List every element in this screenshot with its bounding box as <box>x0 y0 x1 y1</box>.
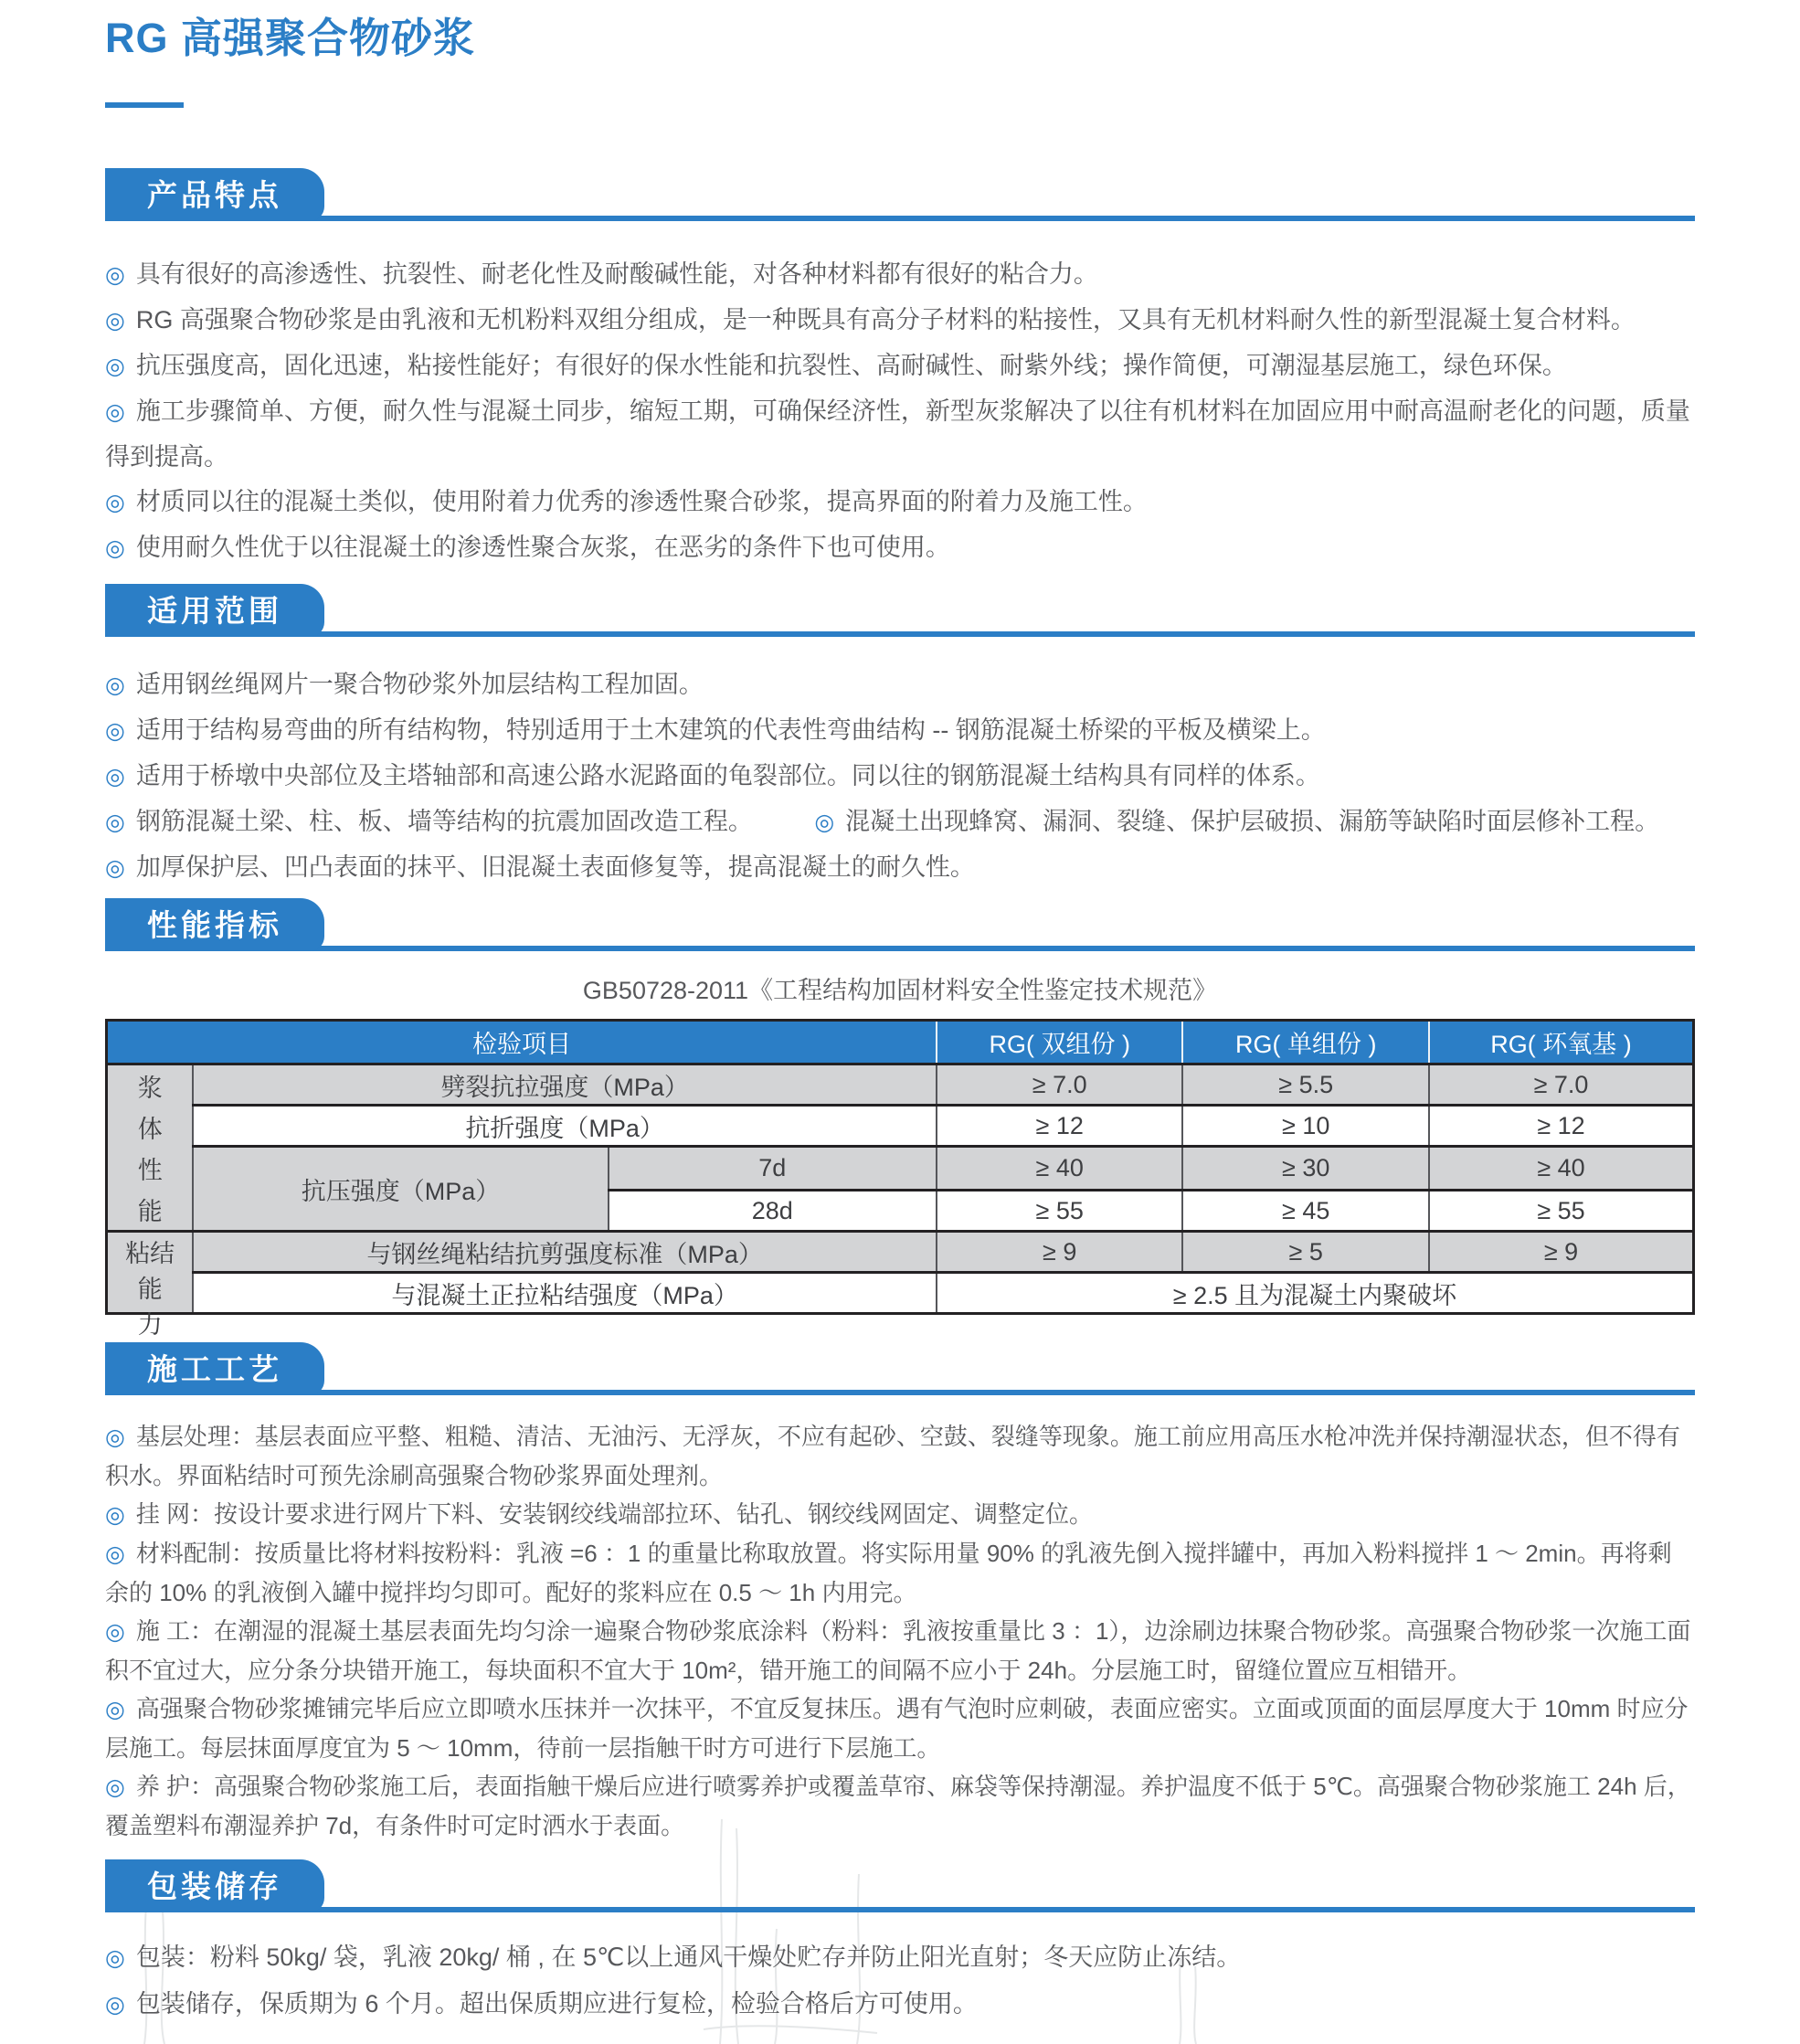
section-tab-scope <box>105 584 324 637</box>
section-header-features <box>105 168 1695 221</box>
bullet-icon: ◎ <box>105 1424 125 1450</box>
section-header-performance <box>105 898 1695 951</box>
vertical-label <box>115 1234 185 1339</box>
bullet-icon: ◎ <box>105 490 125 515</box>
section-tab-packaging <box>105 1859 324 1912</box>
section-title: 适用范围 <box>147 593 282 628</box>
cell-value: ≥ 12 <box>1429 1106 1694 1147</box>
row-label: 与混凝土正拉粘结强度（MPa） <box>193 1273 937 1314</box>
feature-text: 施工步骤简单、方便，耐久性与混凝土同步，缩短工期，可确保经济性，新型灰浆解决了以往有机材料在加固应用中耐高温耐老化的问题，质量得到提高。 <box>105 397 1690 471</box>
list-item <box>105 1934 1695 1981</box>
bullet-icon: ◎ <box>105 1992 125 2018</box>
process-text: 养 护：高强聚合物砂浆施工后，表面指触干燥后应进行喷雾养护或覆盖草帘、麻袋等保持潮湿。养护温度不低于 5℃。高强聚合物砂浆施工 24h 后，覆盖塑料布潮湿养护 7d，有条件时可定时洒水于表面。 <box>105 1773 1691 1839</box>
process-item <box>105 1689 1695 1767</box>
section-rule <box>105 1907 1695 1912</box>
feature-text: 材质同以往的混凝土类似，使用附着力优秀的渗透性聚合砂浆，提高界面的附着力及施工性。 <box>135 488 1148 515</box>
title-underline <box>105 102 184 108</box>
bullet-icon: ◎ <box>814 810 835 835</box>
section-title: 性能指标 <box>147 907 282 942</box>
scope-text: 加厚保护层、凹凸表面的抹平、旧混凝土表面修复等，提高混凝土的耐久性。 <box>135 853 975 881</box>
row-label: 劈裂抗拉强度（MPa） <box>193 1064 937 1106</box>
bullet-icon: ◎ <box>105 810 125 835</box>
process-item <box>105 1495 1695 1534</box>
process-text: 材料配制：按质量比将材料按粉料：乳液 =6 ：1 的重量比称取放置。将实际用量 90% 的乳液先倒入搅拌罐中，再加入粉料搅拌 1 ～ 2min。再将剩余的 10% 的乳液倒入罐中搅拌均匀即可。配好的浆料应在 0.5 ～ 1h 内用完。 <box>105 1540 1672 1606</box>
group-char: 体 <box>137 1116 163 1143</box>
bullet-icon: ◎ <box>105 308 125 334</box>
sub-label-7d: 7d <box>609 1147 937 1191</box>
section-header-scope <box>105 584 1695 637</box>
table-row <box>107 1106 1694 1147</box>
table-caption: GB50728-2011《工程结构加固材料安全性鉴定技术规范》 <box>582 977 1218 1004</box>
bullet-icon: ◎ <box>105 354 125 379</box>
list-item <box>105 252 1695 298</box>
scope-text: 适用钢丝绳网片一聚合物砂浆外加层结构工程加固。 <box>135 671 704 698</box>
table-row <box>107 1273 1694 1314</box>
group-cell-bond <box>107 1232 194 1339</box>
col-header-item: 检验项目 <box>107 1021 937 1064</box>
section-title: 产品特点 <box>147 177 282 212</box>
page-title: RG 高强聚合物砂浆 <box>105 15 476 61</box>
row-label-compressive: 抗压强度（MPa） <box>193 1147 608 1232</box>
cell-value: ≥ 40 <box>937 1147 1183 1191</box>
section-tab-performance <box>105 898 324 951</box>
packaging-text: 包装储存，保质期为 6 个月。超出保质期应进行复检，检验合格后方可使用。 <box>135 1990 978 2018</box>
bullet-icon: ◎ <box>105 1619 125 1645</box>
bullet-icon: ◎ <box>105 673 125 698</box>
process-list <box>105 1417 1695 1845</box>
section-rule <box>105 216 1695 221</box>
performance-table <box>105 1019 1695 1339</box>
scope-list <box>105 662 1695 891</box>
scope-text: 混凝土出现蜂窝、漏洞、裂缝、保护层破损、漏筋等缺陷时面层修补工程。 <box>845 808 1660 835</box>
col-header-rg1: RG( 单组份 ) <box>1182 1021 1429 1064</box>
process-text: 高强聚合物砂浆摊铺完毕后应立即喷水压抹并一次抹平，不宜反复抹压。遇有气泡时应刺破，表面应密实。立面或顶面的面层厚度大于 10mm 时应分层施工。每层抹面厚度宜为 5 ～ 10mm，待前一层指触干时方可进行下层施工。 <box>105 1695 1689 1762</box>
cell-value: ≥ 9 <box>1429 1232 1694 1273</box>
group-char: 浆 <box>137 1075 163 1102</box>
process-item <box>105 1612 1695 1689</box>
group-char: 能 <box>137 1198 163 1225</box>
cell-value-merged: ≥ 2.5 且为混凝土内聚破坏 <box>937 1273 1694 1314</box>
section-header-packaging <box>105 1859 1695 1912</box>
list-item <box>105 708 1695 754</box>
section-title: 包装储存 <box>147 1869 282 1903</box>
section-header-process <box>105 1342 1695 1395</box>
cell-value: ≥ 12 <box>937 1106 1183 1147</box>
section-rule <box>105 1390 1695 1395</box>
list-item <box>105 662 1695 708</box>
feature-text: 使用耐久性优于以往混凝土的渗透性聚合灰浆，在恶劣的条件下也可使用。 <box>135 534 950 561</box>
vertical-label <box>115 1065 185 1230</box>
scope-text: 适用于桥墩中央部位及主塔轴部和高速公路水泥路面的龟裂部位。同以往的钢筋混凝土结构具有同样的体系。 <box>135 762 1320 789</box>
list-item <box>105 845 1695 891</box>
bullet-icon: ◎ <box>105 1697 125 1722</box>
list-item <box>105 525 1695 571</box>
cell-value: ≥ 30 <box>1182 1147 1429 1191</box>
cell-value: ≥ 5.5 <box>1182 1064 1429 1106</box>
bullet-icon: ◎ <box>105 1502 125 1528</box>
cell-value: ≥ 45 <box>1182 1191 1429 1232</box>
bullet-icon: ◎ <box>105 718 125 744</box>
row-label: 与钢丝绳粘结抗剪强度标准（MPa） <box>193 1232 937 1273</box>
scope-text: 适用于结构易弯曲的所有结构物，特别适用于土木建筑的代表性弯曲结构 -- 钢筋混凝土桥梁的平板及横梁上。 <box>135 716 1326 744</box>
feature-text: RG 高强聚合物砂浆是由乳液和无机粉料双组分组成，是一种既具有高分子材料的粘接性，又具有无机材料耐久性的新型混凝土复合材料。 <box>135 306 1636 334</box>
cell-value: ≥ 7.0 <box>937 1064 1183 1106</box>
row-label: 抗折强度（MPa） <box>193 1106 937 1147</box>
group-char: 粘结能 <box>125 1239 175 1303</box>
group-char: 力 <box>137 1310 163 1339</box>
cell-value: ≥ 5 <box>1182 1232 1429 1273</box>
list-item <box>105 754 1695 800</box>
process-text: 基层处理：基层表面应平整、粗糙、清洁、无油污、无浮灰，不应有起砂、空鼓、裂缝等现象。施工前应用高压水枪冲洗并保持潮湿状态，但不得有积水。界面粘结时可预先涂刷高强聚合物砂浆界面处理剂。 <box>105 1423 1680 1489</box>
table-row <box>107 1232 1694 1273</box>
list-item <box>105 298 1695 344</box>
bullet-icon: ◎ <box>105 1774 125 1800</box>
col-header-rg2: RG( 双组份 ) <box>937 1021 1183 1064</box>
bullet-icon: ◎ <box>105 1541 125 1567</box>
group-cell-slurry <box>107 1064 194 1232</box>
list-item <box>105 389 1695 480</box>
pair-first <box>105 808 753 835</box>
cell-value: ≥ 10 <box>1182 1106 1429 1147</box>
feature-text: 具有很好的高渗透性、抗裂性、耐老化性及耐酸碱性能，对各种材料都有很好的粘合力。 <box>135 260 1098 288</box>
packaging-text: 包装：粉料 50kg/ 袋，乳液 20kg/ 桶 , 在 5℃以上通风干燥处贮存并防止阳光直射；冬天应防止冻结。 <box>135 1943 1242 1971</box>
datasheet-page <box>0 15 1800 2044</box>
table-row <box>107 1064 1694 1106</box>
section-title: 施工工艺 <box>147 1351 282 1386</box>
bullet-icon: ◎ <box>105 262 125 288</box>
process-item <box>105 1767 1695 1845</box>
packaging-list <box>105 1934 1695 2028</box>
scope-text: 钢筋混凝土梁、柱、板、墙等结构的抗震加固改造工程。 <box>135 808 753 835</box>
page-content <box>0 15 1800 2028</box>
list-item-pair <box>105 800 1695 845</box>
section-rule <box>105 631 1695 637</box>
cell-value: ≥ 55 <box>937 1191 1183 1232</box>
bullet-icon: ◎ <box>105 535 125 561</box>
cell-value: ≥ 40 <box>1429 1147 1694 1191</box>
bullet-icon: ◎ <box>105 764 125 789</box>
process-item <box>105 1417 1695 1495</box>
process-text: 挂 网：按设计要求进行网片下料、安装钢绞线端部拉环、钻孔、钢绞线网固定、调整定位。 <box>135 1500 1094 1528</box>
feature-text: 抗压强度高，固化迅速，粘接性能好；有很好的保水性能和抗裂性、高耐碱性、耐紫外线；操作简便，可潮湿基层施工，绿色环保。 <box>135 352 1567 379</box>
section-tab-features <box>105 168 324 221</box>
section-rule <box>105 946 1695 951</box>
table-header-row <box>107 1021 1694 1064</box>
cell-value: ≥ 55 <box>1429 1191 1694 1232</box>
process-text: 施 工：在潮湿的混凝土基层表面先均匀涂一遍聚合物砂浆底涂料（粉料：乳液按重量比 3 ：1），边涂刷边抹聚合物砂浆。高强聚合物砂浆一次施工面积不宜过大，应分条分块错开施工，每块面积不宜大于 10m²，错开施工的间隔不应小于 24h。分层施工时，留缝位置应互相错开。 <box>105 1617 1691 1684</box>
pair-second <box>814 808 1659 835</box>
group-char: 性 <box>137 1157 163 1184</box>
list-item <box>105 480 1695 525</box>
bullet-icon: ◎ <box>105 1945 125 1971</box>
col-header-rge: RG( 环氧基 ) <box>1429 1021 1694 1064</box>
cell-value: ≥ 7.0 <box>1429 1064 1694 1106</box>
section-tab-process <box>105 1342 324 1395</box>
features-list <box>105 252 1695 571</box>
list-item <box>105 344 1695 389</box>
sub-label-28d: 28d <box>609 1191 937 1232</box>
list-item <box>105 1981 1695 2028</box>
bullet-icon: ◎ <box>105 399 125 425</box>
cell-value: ≥ 9 <box>937 1232 1183 1273</box>
process-item <box>105 1534 1695 1612</box>
table-row <box>107 1147 1694 1191</box>
bullet-icon: ◎ <box>105 855 125 881</box>
